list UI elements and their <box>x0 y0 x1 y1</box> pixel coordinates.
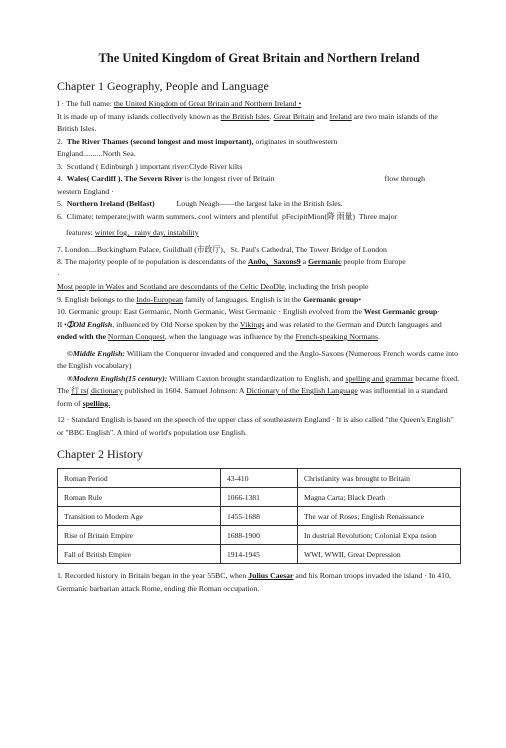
text: . <box>377 332 380 341</box>
item-11-old-english <box>57 319 461 344</box>
underlined-term: winter fog、rainy day, instability <box>94 228 199 237</box>
table-cell: 1066-1381 <box>221 488 298 507</box>
item-8 <box>57 256 461 281</box>
table-cell: Fall of British Empire <box>58 545 221 564</box>
text: is the longest river of Britain <box>182 174 275 183</box>
text: 8. The majority people of te population is descendants of the <box>57 257 248 266</box>
underlined-term: Germanic <box>308 257 342 266</box>
text: western England · <box>57 186 114 196</box>
text: are two main islands of the British Isles. <box>57 111 438 133</box>
table-cell: In dustrial Revolution; Colonial Expa nsion <box>298 526 461 545</box>
text: William the Conqueror invaded and conquered and the Anglo-Saxons (Numerous French words came into the English vocabulary) <box>57 348 459 370</box>
text: features: <box>66 228 95 237</box>
paragraph-islands <box>57 111 461 136</box>
bold-term: ©Middle English: <box>67 348 126 358</box>
table-cell: Transition to Modern Age <box>58 507 221 526</box>
underlined-term: spelling and grammar <box>345 373 414 383</box>
item-6 <box>57 211 461 224</box>
text: Most people in Wales and Scotland are descendants of the <box>57 282 240 291</box>
underlined-term: the British Isles <box>220 111 270 121</box>
text: Lough Neagh——the largest lake in the British Isles. <box>176 199 343 208</box>
text: became fixed. The <box>57 373 460 395</box>
underlined-term: French-speaking Normans <box>295 332 378 341</box>
table-row <box>58 469 461 488</box>
chapter-1-heading: Chapter 1 Geography, People and Language <box>57 79 269 93</box>
text: and was related to the German and Dutch languages and <box>264 319 442 329</box>
text: pFecipitMion(降 雨量) <box>282 211 355 221</box>
text: Climate: temperate;jwith warm summers, cool winters and plentiful <box>66 211 279 221</box>
underlined-term: Julius Caesar <box>248 571 294 580</box>
underlined-term: Vikings <box>240 319 265 329</box>
bold-term: ®Modern English(15 century): <box>67 373 168 383</box>
text: . <box>269 111 274 121</box>
item-number: 6. <box>57 211 63 221</box>
text: and his Roman troops invaded the island · In 410, Germanic barbarian attack Rome, ending the Roman occupation. <box>57 571 451 593</box>
item-number: 4. <box>57 174 63 183</box>
history-table <box>57 468 461 564</box>
text: , influenced by Old Norse spoken by the <box>112 319 241 329</box>
underlined-term: An0o、Saxons9 <box>247 257 301 266</box>
table-cell: Rise of Britain Empire <box>58 526 221 545</box>
text: , when the language was influence by the <box>164 332 296 341</box>
text: and <box>314 111 330 121</box>
document-title: The United Kingdom of Great Britain and Northern Ireland <box>98 51 420 65</box>
table-cell: Roman Period <box>58 469 221 488</box>
item-6-features <box>57 227 461 240</box>
item-number: 2. <box>57 136 63 146</box>
bold-term: Wales( Cardiff ). The Severn River <box>66 174 183 183</box>
text: flow through <box>384 174 426 183</box>
text: · <box>437 307 441 316</box>
table-cell: Christianity was brought to Britain <box>298 469 461 488</box>
text: II • <box>57 319 67 329</box>
item-12: 12 · Standard English is based on the speech of the upper class of southeastern England · It is also called "the Queen's English" or "BBC English". A third of world's population use English. <box>57 415 454 437</box>
item-number: 5. <box>57 199 63 208</box>
table-row <box>58 526 461 545</box>
underlined-term: 行 rs( dictionary <box>71 386 123 395</box>
table-cell: 43-410 <box>221 469 298 488</box>
text: a <box>300 257 309 266</box>
item-8-celtic <box>57 281 461 294</box>
text: was influential in a standard form of <box>57 386 448 408</box>
text: Three major <box>358 211 398 221</box>
text: William Caxton brought standardization to English, and <box>167 373 346 383</box>
table-cell: The war of Roses; English Renaissance <box>298 507 461 526</box>
underlined-term: the United Kingdom of Great Britain and Northern Ireland • <box>113 99 302 108</box>
underlined-term: spelling. <box>82 398 111 408</box>
table-cell: WWI, WWII, Great Depression <box>298 545 461 564</box>
table-cell: 1455-1688 <box>221 507 298 526</box>
underlined-term: Norman Conquest <box>107 332 165 341</box>
text: published in 1604. Samuel Johnson: A <box>122 386 247 395</box>
bold-term: Northern Ireland (Belfast) <box>66 199 155 208</box>
table-cell: Roman Rule <box>58 488 221 507</box>
text: family of languages. English is in the <box>183 294 304 304</box>
table-row <box>58 488 461 507</box>
text: 1. Recorded history in Britain began in the year 55BC, when <box>57 571 249 580</box>
history-paragraph-1 <box>57 570 461 595</box>
text: It is made up of many islands collectively known as <box>57 111 221 121</box>
item-4 <box>57 173 461 198</box>
text: originates in southwestern <box>253 136 338 146</box>
text: England..........North Sea. <box>57 149 136 158</box>
table-cell: 1688-1900 <box>221 526 298 545</box>
text: • <box>358 294 362 304</box>
item-11-modern-english <box>57 373 461 411</box>
underlined-term: Celtic DeoDle <box>239 282 285 291</box>
table-cell: 1914-1945 <box>221 545 298 564</box>
item-2 <box>57 136 461 161</box>
bold-term: West Germanic group <box>363 307 438 316</box>
underlined-term: Indo-European <box>136 294 184 304</box>
item-7: 7. London....Buckingham Palace, Guildhall (市政厅)、St. Paul's Cathedral, The Tower Bridge of London <box>57 244 387 254</box>
table-row <box>58 545 461 564</box>
bold-term: The River Thames (second longest and most important), <box>66 136 254 146</box>
text: · <box>57 269 60 279</box>
underlined-term: Ireland <box>329 111 352 121</box>
table-row <box>58 507 461 526</box>
bold-term: ➀Old English <box>66 319 113 329</box>
item-9 <box>57 294 461 307</box>
paragraph-full-name <box>57 98 461 111</box>
table-cell: Magna Carta; Black Death <box>298 488 461 507</box>
text: ended with the <box>57 332 108 341</box>
item-11-middle-english <box>57 348 461 373</box>
text: , including the Irish people <box>284 282 369 291</box>
item-3 <box>57 161 461 174</box>
bold-term: Germanic group <box>303 294 359 304</box>
text: 9. English belongs to the <box>57 294 137 304</box>
underlined-term: Great Britain <box>273 111 315 121</box>
text: people from Europe <box>341 257 406 266</box>
item-number: 3. <box>57 161 63 171</box>
text: Scotland ( Edinburgh ) important river:Clyde River kilts <box>66 161 243 171</box>
item-10 <box>57 306 461 319</box>
chapter-2-heading: Chapter 2 History <box>57 447 143 461</box>
underlined-term: Dictionary of the English Language <box>246 386 358 395</box>
item-5 <box>57 198 461 211</box>
text: I · The full name: <box>57 99 114 108</box>
text: 10. Germanic group: East Germanic, North Germanic, West Germanic · English evolved from the <box>57 307 364 316</box>
